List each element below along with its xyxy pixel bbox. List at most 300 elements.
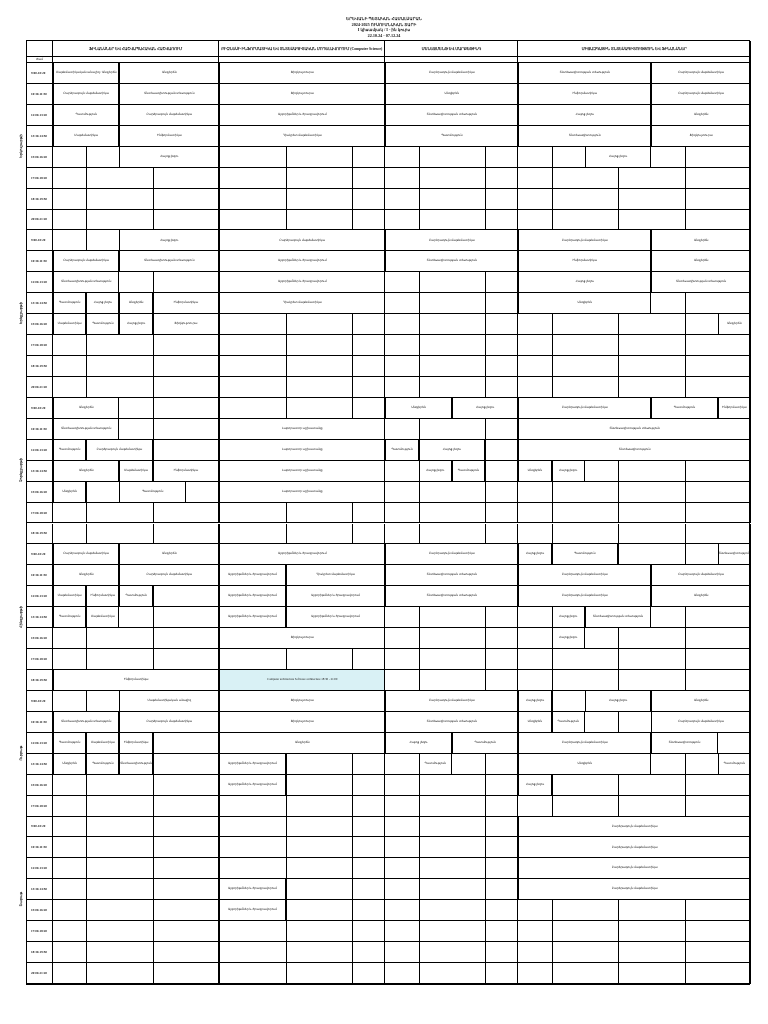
subcolumn-divider	[485, 419, 486, 439]
class-entry: Դիսկրետ մաթեմատիկա	[286, 565, 386, 585]
subcolumn-divider	[86, 921, 87, 941]
program-column-header: ՄԻՋԱԶԳԱՅԻՆ ՏՆՏԵՍԱԳԻՏՈՒԹՅՈՒՆ ԵՎ ՖԻՆԱՆՍՆԵՐ	[518, 41, 751, 57]
header-line-2: 2024-2025 ՈՒՍՈՒՄՆԱԿԱՆ ՏԱՐԻ	[351, 21, 417, 27]
subcolumn-divider	[485, 293, 486, 313]
subcolumn-divider	[86, 482, 87, 502]
subcolumn-divider	[618, 356, 619, 376]
class-entry: Ինֆորմատիկա	[153, 293, 219, 313]
column-divider	[384, 377, 385, 397]
subcolumn-divider	[485, 168, 486, 188]
class-entry: Անգլերեն	[119, 63, 219, 83]
time-slot-row	[27, 921, 751, 942]
subcolumn-divider	[352, 921, 353, 941]
day-label: Ուրբաթ	[19, 745, 23, 761]
subcolumn-divider	[618, 775, 619, 795]
column-divider	[384, 754, 385, 774]
time-slot-label: 12:00-13:20	[27, 440, 53, 460]
subcolumn-divider	[685, 482, 686, 502]
class-entry: Պատմություն	[385, 440, 418, 460]
subcolumn-divider	[618, 524, 619, 544]
class-entry: Ինֆորմատիկա	[53, 670, 219, 690]
class-entry: Անգլերեն	[53, 565, 119, 585]
class-entry: Ալգորիթմներ և ծրագրավորում	[219, 565, 285, 585]
class-entry: Տնտեսագիտություն	[518, 440, 751, 460]
time-slot-row	[27, 586, 751, 607]
subcolumn-divider	[352, 210, 353, 230]
day-label: Հինգշաբթի	[19, 605, 23, 628]
subcolumn-divider	[618, 921, 619, 941]
time-slot-label: 15:00-16:20	[27, 482, 53, 502]
column-divider	[384, 963, 385, 983]
subcolumn-divider	[419, 942, 420, 962]
subcolumn-divider	[685, 168, 686, 188]
class-entry: Դիսկրետ մաթեմատիկա	[219, 126, 385, 146]
class-entry: Անգլերեն	[518, 712, 551, 732]
class-entry: Ալգորիթմներ և ծրագրավորում	[286, 586, 386, 606]
header-line-4: 22.10.24 - 07.12.24	[367, 32, 401, 38]
column-divider	[384, 524, 385, 544]
subcolumn-divider	[685, 189, 686, 209]
class-entry: Պատմություն	[119, 586, 152, 606]
class-entry: Հայոց լեզու	[419, 461, 452, 481]
class-entry: Պատմություն	[53, 440, 86, 460]
subcolumn-divider	[618, 796, 619, 816]
time-slot-row	[27, 293, 751, 314]
class-entry: Ինֆորմատիկա	[119, 126, 219, 146]
subcolumn-divider	[419, 879, 420, 899]
class-entry: Հայոց լեզու	[385, 733, 451, 753]
column-divider	[384, 168, 385, 188]
column-divider	[384, 649, 385, 669]
time-slot-row	[27, 607, 751, 628]
time-slot-label: 18:30-19:50	[27, 942, 53, 962]
column-divider	[517, 356, 518, 376]
subcolumn-divider	[86, 858, 87, 878]
class-entry: Բարձրագույն մաթեմատիկա	[651, 84, 751, 104]
class-entry: Բարձրագույն մաթեմատիկա	[53, 544, 119, 564]
subcolumn-divider	[352, 775, 353, 795]
column-divider	[384, 921, 385, 941]
class-entry: Անգլերեն	[651, 586, 751, 606]
column-divider	[384, 210, 385, 230]
time-slot-row	[27, 733, 751, 754]
class-entry: Բարձրագույն մաթեմատիկա	[518, 817, 751, 837]
subcolumn-divider	[552, 147, 553, 167]
subcolumn-divider	[685, 147, 686, 167]
class-entry: Պատմություն	[419, 754, 452, 774]
column-divider	[384, 147, 385, 167]
class-entry: Անգլերեն	[651, 251, 751, 271]
subcolumn-divider	[153, 524, 154, 544]
class-entry: Անգլերեն	[119, 293, 152, 313]
subcolumn-divider	[485, 754, 486, 774]
subcolumn-divider	[352, 817, 353, 837]
subcolumn-divider	[685, 524, 686, 544]
time-slot-row	[27, 565, 751, 586]
class-entry: Տնտեսագիտության տեսություն	[585, 607, 651, 627]
subcolumn-divider	[485, 963, 486, 983]
class-entry: Բարձրագույն մաթեմատիկա	[518, 879, 751, 899]
class-entry: Տնտեսագիտության տեսություն	[53, 419, 119, 439]
class-entry: Հայոց լեզու	[452, 398, 518, 418]
subcolumn-divider	[153, 398, 154, 418]
time-slot-label: 12:00-13:20	[27, 733, 53, 753]
subcolumn-divider	[153, 628, 154, 648]
subcolumn-divider	[485, 670, 486, 690]
time-slot-row	[27, 712, 751, 733]
subcolumn-divider	[153, 942, 154, 962]
time-slot-label: 17:00-18:20	[27, 796, 53, 816]
class-entry: Ալգորիթմներ և ծրագրավորում	[286, 607, 386, 627]
subcolumn-divider	[618, 503, 619, 523]
subcolumn-divider	[219, 356, 220, 376]
time-slot-label: 18:30-19:50	[27, 670, 53, 690]
subcolumn-divider	[618, 900, 619, 920]
subcolumn-divider	[685, 628, 686, 648]
subcolumn-divider	[685, 775, 686, 795]
subcolumn-divider	[219, 335, 220, 355]
subcolumn-divider	[419, 147, 420, 167]
subcolumn-divider	[552, 377, 553, 397]
subcolumn-divider	[419, 921, 420, 941]
time-slot-label: 15:00-16:20	[27, 900, 53, 920]
subcolumn-divider	[286, 377, 287, 397]
class-entry: Հայոց լեզու	[518, 775, 551, 795]
subcolumn-divider	[485, 649, 486, 669]
subcolumn-divider	[618, 712, 619, 732]
time-slot-label: 17:00-18:20	[27, 335, 53, 355]
subcolumn-divider	[286, 879, 287, 899]
subcolumn-divider	[685, 900, 686, 920]
subcolumn-divider	[552, 356, 553, 376]
class-entry: Ալգորիթմներ և ծրագրավորում	[219, 754, 285, 774]
column-divider	[384, 900, 385, 920]
subcolumn-divider	[618, 210, 619, 230]
class-entry: Բարձրագույն մաթեմատիկա	[651, 565, 751, 585]
subcolumn-divider	[485, 628, 486, 648]
column-divider	[517, 147, 518, 167]
subcolumn-divider	[685, 356, 686, 376]
time-slot-label: 12:00-13:20	[27, 586, 53, 606]
class-entry: Տնտեսագիտության տեսություն	[53, 712, 119, 732]
subcolumn-divider	[552, 649, 553, 669]
column-divider	[750, 189, 751, 209]
time-slot-row	[27, 84, 751, 105]
column-divider	[750, 942, 751, 962]
class-entry: Հայոց լեզու	[86, 293, 119, 313]
column-divider	[384, 796, 385, 816]
class-entry: Տնտեսագիտության տեսություն	[518, 63, 651, 83]
time-slot-row	[27, 963, 751, 984]
subcolumn-divider	[219, 524, 220, 544]
subcolumn-divider	[219, 942, 220, 962]
column-divider	[750, 210, 751, 230]
subcolumn-divider	[352, 377, 353, 397]
subcolumn-divider	[86, 796, 87, 816]
class-entry: Ալգորիթմներ և ծրագրավորում	[219, 879, 285, 899]
column-divider	[750, 524, 751, 544]
time-column-header: Ժամ	[27, 57, 53, 63]
class-entry: Տնտեսագիտության տեսություն	[518, 419, 751, 439]
subcolumn-divider	[352, 879, 353, 899]
class-entry: Ինֆորմատիկա	[86, 586, 119, 606]
subcolumn-divider	[485, 775, 486, 795]
subcolumn-divider	[685, 335, 686, 355]
subcolumn-divider	[86, 377, 87, 397]
subcolumn-divider	[552, 314, 553, 334]
subcolumn-divider	[286, 147, 287, 167]
column-divider	[750, 335, 751, 355]
subcolumn-divider	[485, 879, 486, 899]
time-slot-label: 15:00-16:20	[27, 314, 53, 334]
class-entry: Տնտեսագիտության տեսություն	[385, 565, 518, 585]
header-line-3: I կիսամյակ / I - ին կուրս	[357, 27, 411, 33]
subcolumn-divider	[685, 942, 686, 962]
class-entry: Պատմություն	[552, 544, 618, 564]
time-slot-row	[27, 775, 751, 796]
subcolumn-divider	[618, 649, 619, 669]
column-divider	[517, 503, 518, 523]
time-slot-row	[27, 314, 751, 335]
subcolumn-divider	[286, 858, 287, 878]
class-entry: Անգլերեն	[518, 293, 651, 313]
schedule-grid	[19, 40, 751, 985]
subcolumn-divider	[352, 963, 353, 983]
class-entry: Ֆիզկուլտուրա	[153, 314, 219, 334]
class-entry: Բարձրագույն մաթեմատիկա	[518, 858, 751, 878]
day-label: Երկուշաբթի	[19, 133, 23, 158]
subcolumn-divider	[685, 544, 686, 564]
class-entry: Ալգորիթմներ և ծրագրավորում	[219, 775, 285, 795]
subcolumn-divider	[552, 168, 553, 188]
subcolumn-divider	[86, 879, 87, 899]
subcolumn-divider	[86, 837, 87, 857]
column-divider	[517, 649, 518, 669]
subcolumn-divider	[153, 817, 154, 837]
time-slot-label: 9:00-10:20	[27, 398, 53, 418]
subcolumn-divider	[552, 670, 553, 690]
subcolumn-divider	[685, 796, 686, 816]
subcolumn-divider	[419, 419, 420, 439]
class-entry: Հայոց լեզու	[585, 147, 651, 167]
time-slot-row	[27, 461, 751, 482]
subcolumn-divider	[685, 377, 686, 397]
subcolumn-divider	[419, 210, 420, 230]
subcolumn-divider	[352, 649, 353, 669]
subcolumn-divider	[153, 796, 154, 816]
class-entry: Անգլերեն	[518, 754, 651, 774]
class-entry: Պատմություն	[53, 105, 119, 125]
class-entry: Բարձրագույն մաթեմատիկա	[53, 251, 119, 271]
time-slot-row	[27, 210, 751, 231]
column-divider	[517, 524, 518, 544]
class-entry: Հայոց լեզու	[518, 105, 651, 125]
corner-cell	[27, 41, 53, 57]
time-slot-label: 10:30-11:50	[27, 251, 53, 271]
class-entry: Անգլերեն	[119, 544, 219, 564]
time-slot-row	[27, 419, 751, 440]
subcolumn-divider	[153, 858, 154, 878]
subcolumn-divider	[419, 796, 420, 816]
subcolumn-divider	[286, 942, 287, 962]
subcolumn-divider	[352, 524, 353, 544]
class-entry: Տնտեսագիտության տեսություն	[385, 586, 518, 606]
class-entry: Ֆիզկուլտուրա	[219, 84, 385, 104]
subcolumn-divider	[552, 796, 553, 816]
subcolumn-divider	[86, 900, 87, 920]
time-slot-row	[27, 879, 751, 900]
subcolumn-divider	[219, 314, 220, 334]
class-entry: Ֆիզկուլտուրա	[219, 63, 385, 83]
class-entry: Բարձրագույն մաթեմատիկա	[518, 565, 651, 585]
class-entry: Անգլերեն	[651, 105, 751, 125]
class-entry: Անգլերեն	[385, 398, 451, 418]
class-entry: Տնտեսագիտության տեսություն	[385, 105, 518, 125]
class-entry: Անգլերեն	[53, 754, 86, 774]
subcolumn-divider	[352, 858, 353, 878]
column-divider	[517, 335, 518, 355]
time-slot-row	[27, 63, 751, 84]
column-divider	[750, 607, 751, 627]
time-slot-label: 17:00-18:20	[27, 168, 53, 188]
subcolumn-divider	[485, 796, 486, 816]
column-divider	[517, 189, 518, 209]
class-entry: Պատմություն	[53, 733, 86, 753]
time-slot-row	[27, 524, 751, 545]
subcolumn-divider	[419, 858, 420, 878]
class-entry: Պատմություն	[86, 754, 119, 774]
class-entry: Պատմություն	[385, 126, 518, 146]
column-divider	[750, 733, 751, 753]
subcolumn-divider	[86, 817, 87, 837]
time-slot-row	[27, 272, 751, 293]
subcolumn-divider	[286, 335, 287, 355]
subcolumn-divider	[485, 524, 486, 544]
class-entry: Դիսկրետ մաթեմատիկա	[219, 293, 385, 313]
time-slot-label: 20:00-21:20	[27, 377, 53, 397]
subcolumn-divider	[485, 314, 486, 334]
column-divider	[517, 963, 518, 983]
subcolumn-divider	[485, 921, 486, 941]
time-slot-label: 12:00-13:20	[27, 105, 53, 125]
class-entry: Ինֆորմատիկա	[718, 398, 751, 418]
subcolumn-divider	[153, 210, 154, 230]
time-slot-row	[27, 105, 751, 126]
class-entry: Ֆիզկուլտուրա	[219, 712, 385, 732]
subcolumn-divider	[419, 837, 420, 857]
time-slot-label: 18:30-19:50	[27, 189, 53, 209]
time-slot-row	[27, 335, 751, 356]
subcolumn-divider	[219, 398, 220, 418]
class-entry: Տնտեսագիտության տեսություն	[651, 272, 751, 292]
class-entry: Ինֆորմատիկա	[518, 251, 651, 271]
subcolumn-divider	[352, 147, 353, 167]
class-entry: Բարձրագույն մաթեմատիկա	[86, 440, 152, 460]
subcolumn-divider	[352, 189, 353, 209]
column-divider	[750, 628, 751, 648]
time-slot-label: 13:30-14:50	[27, 754, 53, 774]
subcolumn-divider	[153, 377, 154, 397]
time-slot-row	[27, 817, 751, 838]
time-slot-label: 13:30-14:50	[27, 293, 53, 313]
time-slot-label: 9:00-10:20	[27, 691, 53, 711]
subcolumn-divider	[352, 754, 353, 774]
time-slot-label: 17:00-18:20	[27, 921, 53, 941]
subcolumn-divider	[685, 461, 686, 481]
subcolumn-divider	[352, 503, 353, 523]
class-entry: Հայոց լեզու	[518, 544, 551, 564]
subcolumn-divider	[352, 356, 353, 376]
class-entry: Computer architecture Software architecture 18:30 - 21:00	[219, 670, 385, 690]
subcolumn-divider	[552, 524, 553, 544]
class-entry: Անգլերեն	[718, 314, 751, 334]
class-entry: Անգլերեն	[385, 84, 518, 104]
subcolumn-divider	[352, 837, 353, 857]
time-slot-row	[27, 544, 751, 565]
subcolumn-divider	[86, 356, 87, 376]
subcolumn-divider	[552, 210, 553, 230]
column-divider	[384, 817, 385, 837]
header-line-1: ԵՐԵՎԱՆԻ ՊԵՏԱԿԱՆ ՀԱՄԱԼՍԱՐԱՆ	[346, 16, 422, 21]
class-entry: Տնտեսագիտություն	[518, 126, 651, 146]
column-divider	[384, 356, 385, 376]
column-divider	[517, 628, 518, 648]
time-slot-label: 15:00-16:20	[27, 628, 53, 648]
class-entry: Հայոց լեզու	[518, 691, 551, 711]
subcolumn-divider	[618, 482, 619, 502]
subcolumn-divider	[286, 314, 287, 334]
subcolumn-divider	[219, 503, 220, 523]
subcolumn-divider	[485, 356, 486, 376]
time-slot-row	[27, 942, 751, 963]
time-slot-row	[27, 482, 751, 503]
subcolumn-divider	[219, 147, 220, 167]
time-slot-row	[27, 691, 751, 712]
subcolumn-divider	[485, 607, 486, 627]
class-entry: Բարձրագույն մաթեմատիկա	[518, 733, 651, 753]
subcolumn-divider	[352, 335, 353, 355]
class-entry: Հայոց լեզու	[585, 691, 651, 711]
program-column-header: ՄԵՆԵՋՄԵՆԹ ԵՎ ՄԱՐՔԵԹԻՆԳ	[385, 41, 518, 57]
class-entry: Տնտեսագիտության տեսություն	[53, 272, 119, 292]
subcolumn-divider	[618, 335, 619, 355]
class-entry: Բարձրագույն մաթեմատիկա	[518, 586, 651, 606]
subcolumn-divider	[286, 817, 287, 837]
class-entry: Լաբորատոր աշխատանք	[219, 482, 385, 502]
time-slot-label: 9:00-10:20	[27, 817, 53, 837]
time-slot-label: 15:00-16:20	[27, 775, 53, 795]
class-entry: Մաթեմատիկա	[53, 586, 86, 606]
time-slot-label: 9:00-10:20	[27, 230, 53, 250]
time-slot-row	[27, 356, 751, 377]
column-divider	[750, 377, 751, 397]
time-slot-label: 10:30-11:50	[27, 565, 53, 585]
time-slot-label: 9:00-10:20	[27, 544, 53, 564]
class-entry: Ինֆորմատիկա	[119, 733, 152, 753]
subcolumn-divider	[685, 314, 686, 334]
time-slot-row	[27, 147, 751, 168]
subcolumn-divider	[86, 775, 87, 795]
subcolumn-divider	[219, 377, 220, 397]
time-slot-label: 13:30-14:50	[27, 126, 53, 146]
subcolumn-divider	[286, 649, 287, 669]
time-slot-row	[27, 189, 751, 210]
subcolumn-divider	[286, 900, 287, 920]
subcolumn-divider	[286, 356, 287, 376]
subcolumn-divider	[485, 503, 486, 523]
time-slot-label: 13:30-14:50	[27, 879, 53, 899]
subcolumn-divider	[286, 754, 287, 774]
